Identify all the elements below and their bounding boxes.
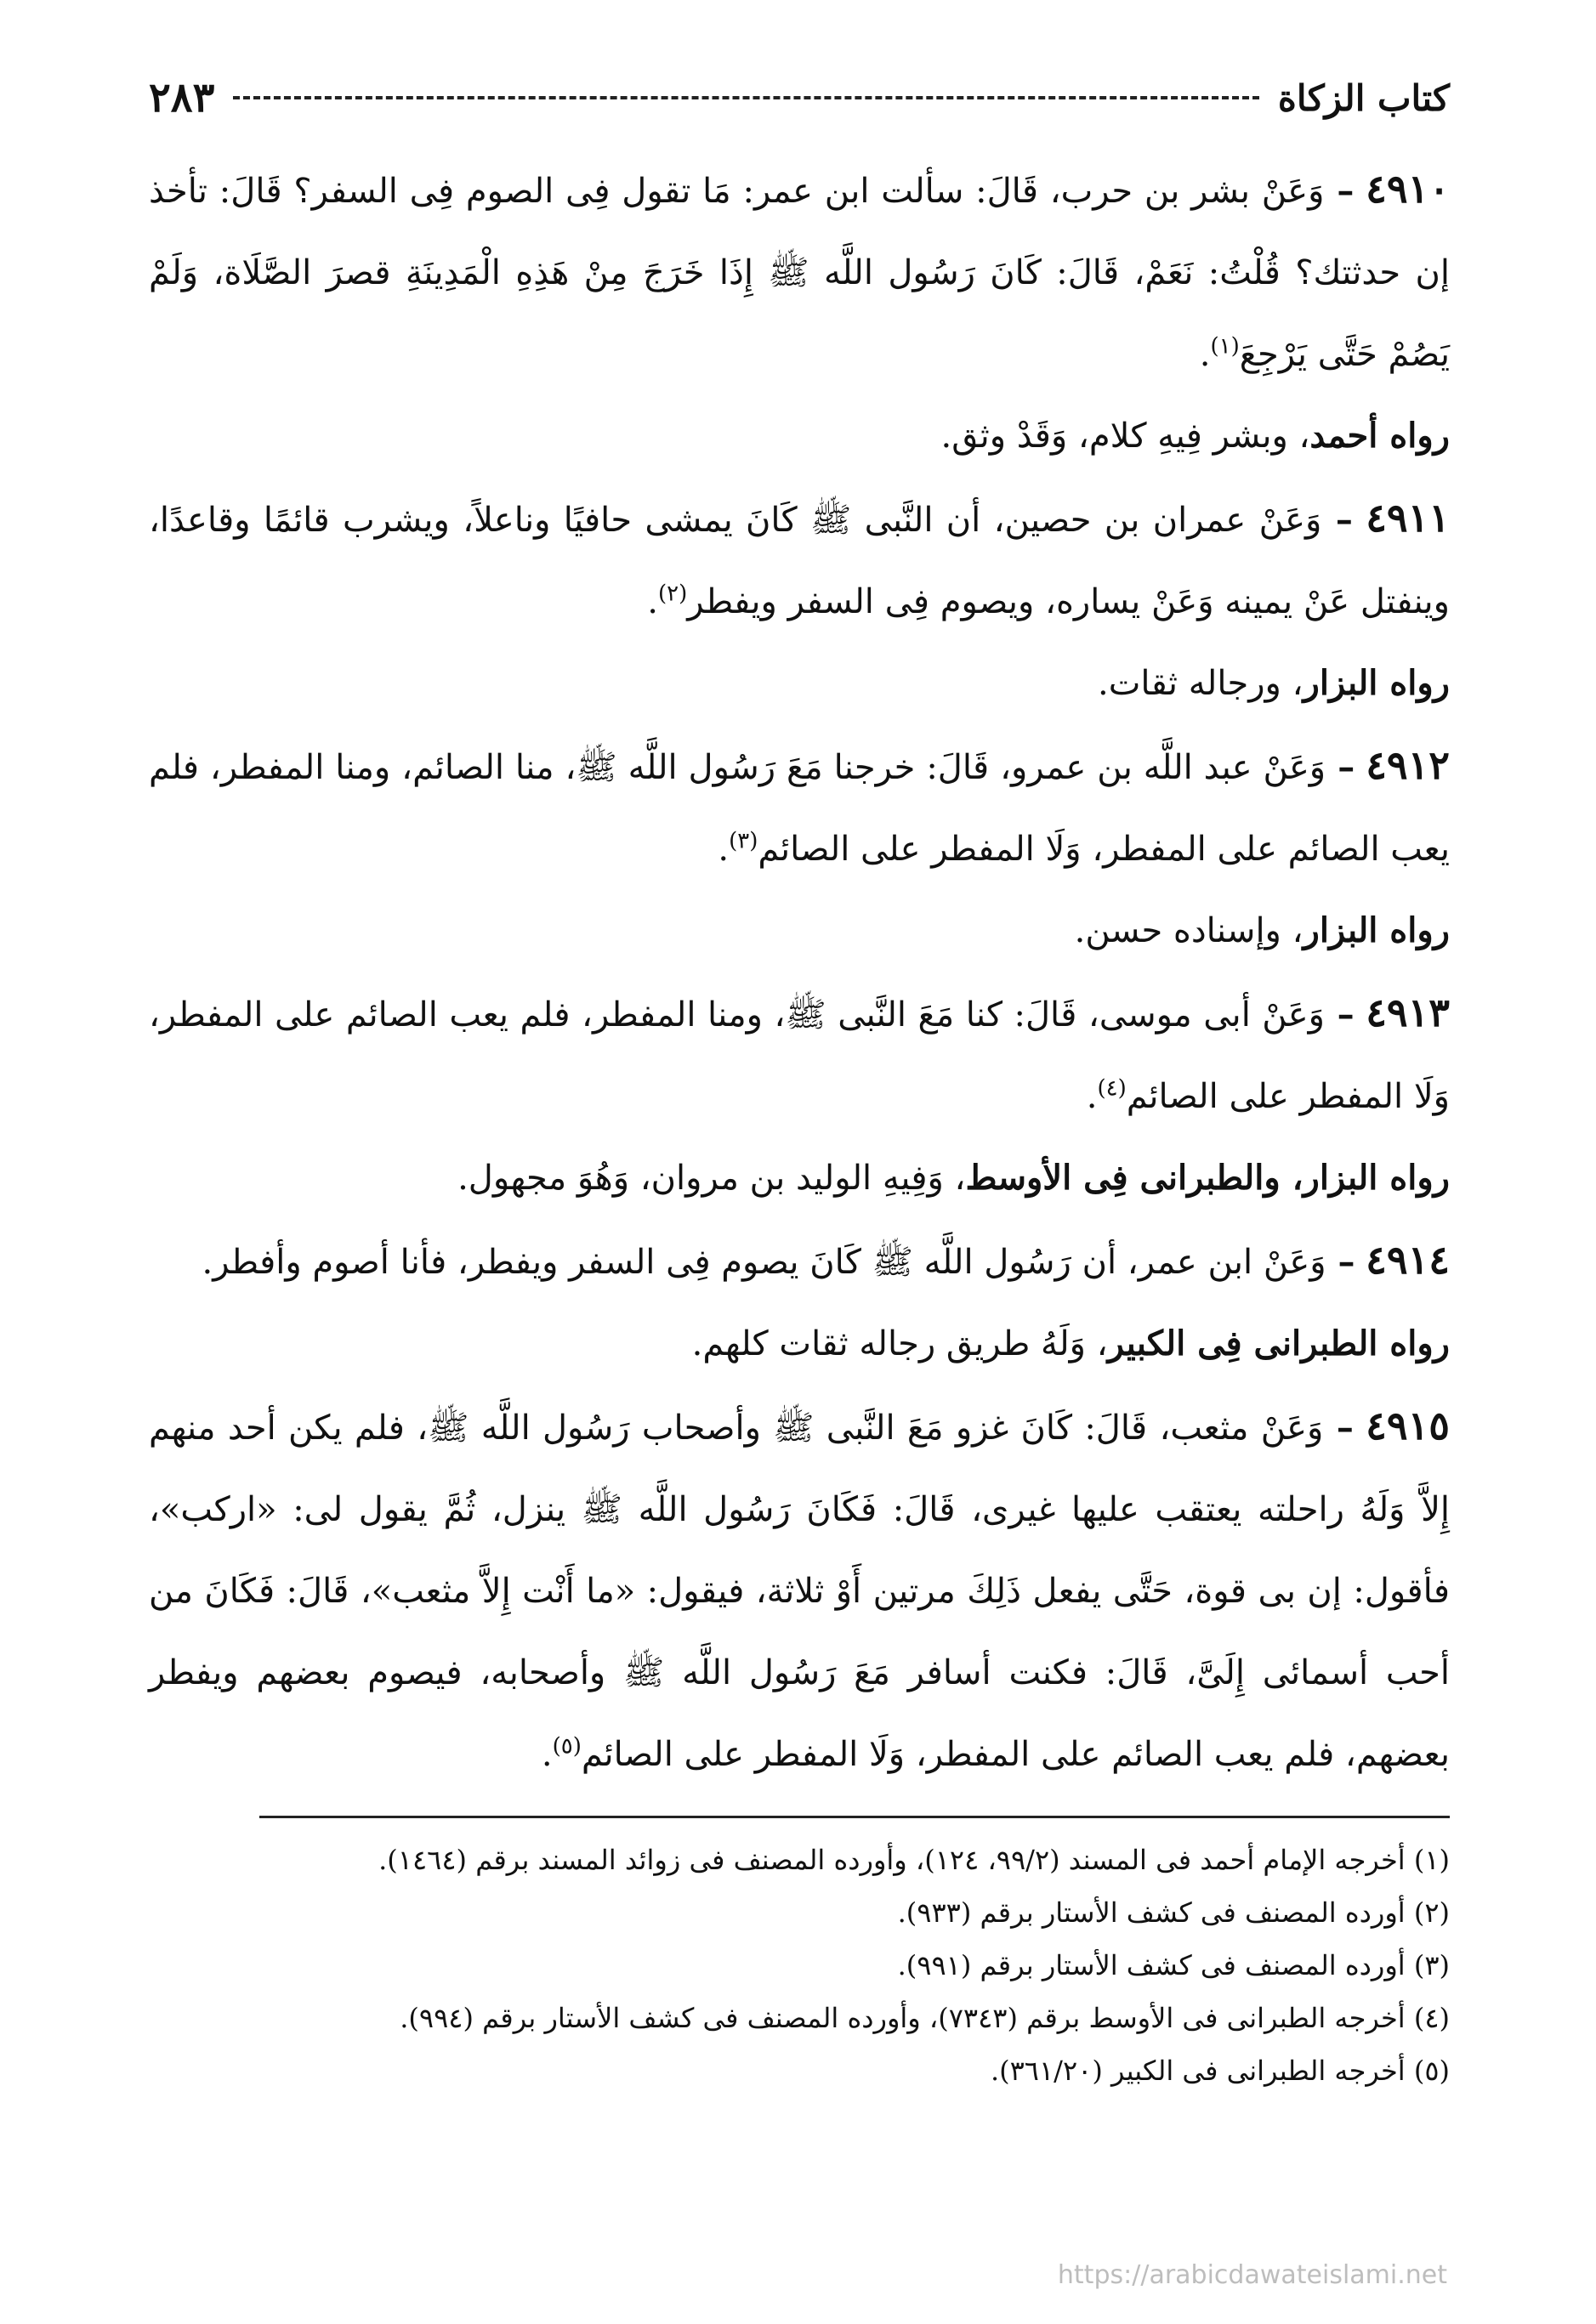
header-dashed-rule: [233, 96, 1259, 99]
hadith-entry: ٤٩١٠ – وَعَنْ بشر بن حرب، قَالَ: سألت ابن عمر: مَا تقول فِى الصوم فِى السفر؟ قَالَ: تأخذ إن حدثتك؟ قُلْتُ: نَعَمْ، قَالَ: كَانَ رَسُول اللَّه ﷺ إِذَا خَرَجَ مِنْ هَذِهِ الْمَدِينَةِ قصرَ الصَّلَاة، وَلَمْ يَصُمْ حَتَّى يَرْجِعَ$^{(١)}$.: [149, 166, 1450, 374]
source-attribution: رواه البزار: [1303, 910, 1450, 950]
hadith-number: ٤٩١٤: [1366, 1237, 1450, 1283]
hadith-text: وَعَنْ ابن عمر، أن رَسُول اللَّه ﷺ كَانَ يصوم فِى السفر ويفطر، فأنا أصوم وأفطر.: [202, 1243, 1326, 1282]
hadith-text: وَعَنْ عبد اللَّه بن عمرو، قَالَ: خرجنا مَعَ رَسُول اللَّه ﷺ، منا الصائم، ومنا المفطر، فلم يعب الصائم على المفطر، وَلَا المفطر على الصائم: [149, 748, 1450, 869]
footnote-separator: [259, 1816, 1450, 1818]
hadith-text: وَعَنْ مثعب، قَالَ: كَانَ غزو مَعَ النَّبى ﷺ وأصحاب رَسُول اللَّه ﷺ، فلم يكن أحد منهم إِلاَّ وَلَهُ راحلته يعتقب عليها غيرى، قَالَ: فَكَانَ رَسُول اللَّه ﷺ ينزل، ثُمَّ يقول لى: «اركب»، فأقول: إن بى قوة، حَتَّى يفعل ذَلِكَ مرتين أَوْ ثلاثة، فيقول: «ما أَنْت إِلاَّ مثعب»، قَالَ: فَكَانَ من أحب أسمائى إِلَىَّ، قَالَ: فكنت أسافر مَعَ رَسُول اللَّه ﷺ وأصحابه، فيصوم بعضهم ويفطر بعضهم، فلم يعب الصائم على المفطر، وَلَا المفطر على الصائم: [149, 1409, 1451, 1774]
hadith-number: ٤٩١٢: [1366, 742, 1451, 788]
hadith-entry: ٤٩١٤ – وَعَنْ ابن عمر، أن رَسُول اللَّه ﷺ كَانَ يصوم فِى السفر ويفطر، فأنا أصوم وأفطر.: [202, 1237, 1450, 1283]
footnote-marker[interactable]: (٥): [552, 1733, 582, 1760]
hadith-number: ٤٩١٣: [1366, 989, 1451, 1035]
footnote-marker[interactable]: (١): [1210, 333, 1240, 360]
source-attribution: رواه البزار، والطبرانى فِى الأوسط: [965, 1158, 1450, 1198]
footnote-marker[interactable]: (٤): [1097, 1075, 1127, 1102]
footnote: (٤) أخرجه الطبرانى فى الأوسط برقم (٧٣٤٣)، وأورده المصنف فى كشف الأستار برقم (٩٩٤).: [400, 2002, 1450, 2034]
footnote: (٣) أورده المصنف فى كشف الأستار برقم (٩٩١).: [897, 1949, 1450, 1981]
hadith-number: ٤٩١٥: [1366, 1403, 1450, 1448]
hadith-source: [149, 890, 1450, 972]
source-comment: ، ورجاله ثقات.: [1098, 664, 1303, 703]
site-watermark: https://arabicdawateislami.net: [1057, 2260, 1447, 2290]
hadith-text: وَعَنْ عمران بن حصين، أن النَّبى ﷺ كَانَ يمشى حافيًا وناعلاً، ويشرب قائمًا وقاعدًا، وينفتل عَنْ يمينه وَعَنْ يساره، ويصوم فِى السفر ويفطر: [149, 501, 1450, 621]
hadith-entry: ٤٩١٢ – وَعَنْ عبد اللَّه بن عمرو، قَالَ: خرجنا مَعَ رَسُول اللَّه ﷺ، منا الصائم، ومنا المفطر، فلم يعب الصائم على المفطر، وَلَا المفطر على الصائم$^{(٣)}$.: [149, 742, 1451, 869]
source-comment: ، وَلَهُ طريق رجاله ثقات كلهم.: [691, 1324, 1108, 1363]
hadith-source: [149, 1303, 1450, 1385]
footnote: (١) أخرجه الإمام أحمد فى المسند (٩٩/٢، ١٢٤)، وأورده المصنف فى زوائد المسند برقم (١٤٦٤).: [378, 1844, 1450, 1876]
hadith-number: ٤٩١١: [1366, 495, 1451, 541]
footnote-marker[interactable]: (٢): [658, 581, 688, 607]
footnote-marker[interactable]: (٣): [729, 828, 758, 854]
hadith-source: [149, 1137, 1450, 1219]
hadith-number: ٤٩١٠: [1366, 166, 1450, 212]
hadith-text: وَعَنْ أبى موسى، قَالَ: كنا مَعَ النَّبى ﷺ، ومنا المفطر، فلم يعب الصائم على المفطر، وَلَا المفطر على الصائم: [149, 995, 1450, 1116]
hadith-text: وَعَنْ بشر بن حرب، قَالَ: سألت ابن عمر: مَا تقول فِى الصوم فِى السفر؟ قَالَ: تأخذ إن حدثتك؟ قُلْتُ: نَعَمْ، قَالَ: كَانَ رَسُول اللَّه ﷺ إِذَا خَرَجَ مِنْ هَذِهِ الْمَدِينَةِ قصرَ الصَّلَاة، وَلَمْ يَصُمْ حَتَّى يَرْجِعَ: [149, 172, 1450, 374]
hadith-source: [149, 643, 1450, 724]
hadith-entry: ٤٩١٥ – وَعَنْ مثعب، قَالَ: كَانَ غزو مَعَ النَّبى ﷺ وأصحاب رَسُول اللَّه ﷺ، فلم يكن أحد منهم إِلاَّ وَلَهُ راحلته يعتقب عليها غيرى، قَالَ: فَكَانَ رَسُول اللَّه ﷺ ينزل، ثُمَّ يقول لى: «اركب»، فأقول: إن بى قوة، حَتَّى يفعل ذَلِكَ مرتين أَوْ ثلاثة، فيقول: «ما أَنْت إِلاَّ مثعب»، قَالَ: فَكَانَ من أحب أسمائى إِلَىَّ، قَالَ: فكنت أسافر مَعَ رَسُول اللَّه ﷺ وأصحابه، فيصوم بعضهم ويفطر بعضهم، فلم يعب الصائم على المفطر، وَلَا المفطر على الصائم$^{(٥)}$.: [149, 1403, 1451, 1774]
source-attribution: رواه أحمد: [1309, 416, 1450, 456]
source-comment: ، وَفِيهِ الوليد بن مروان، وَهُوَ مجهول.: [457, 1159, 966, 1198]
running-header: [149, 60, 1450, 136]
book-page: [149, 60, 1450, 2304]
source-attribution: رواه الطبرانى فِى الكبير: [1107, 1324, 1450, 1363]
footnotes: [149, 1834, 1450, 2097]
hadith-entry: ٤٩١١ – وَعَنْ عمران بن حصين، أن النَّبى ﷺ كَانَ يمشى حافيًا وناعلاً، ويشرب قائمًا وقاعدًا، وينفتل عَنْ يمينه وَعَنْ يساره، ويصوم فِى السفر ويفطر$^{(٢)}$.: [149, 495, 1451, 621]
main-text: [149, 148, 1450, 1795]
hadith-source: [149, 395, 1450, 477]
chapter-title: كتاب الزكاة: [1277, 77, 1450, 119]
source-comment: ، وإسناده حسن.: [1074, 911, 1303, 950]
source-comment: ، وبشر فِيهِ كلام، وَقَدْ وثق.: [940, 417, 1310, 456]
page-number: ٢٨٣: [149, 74, 215, 122]
footnote: (٥) أخرجه الطبرانى فى الكبير (٣٦١/٢٠).: [990, 2055, 1450, 2087]
footnote: (٢) أورده المصنف فى كشف الأستار برقم (٩٣٣).: [897, 1896, 1450, 1929]
hadith-entry: ٤٩١٣ – وَعَنْ أبى موسى، قَالَ: كنا مَعَ النَّبى ﷺ، ومنا المفطر، فلم يعب الصائم على المفطر، وَلَا المفطر على الصائم$^{(٤)}$.: [149, 989, 1451, 1116]
source-attribution: رواه البزار: [1303, 663, 1450, 703]
